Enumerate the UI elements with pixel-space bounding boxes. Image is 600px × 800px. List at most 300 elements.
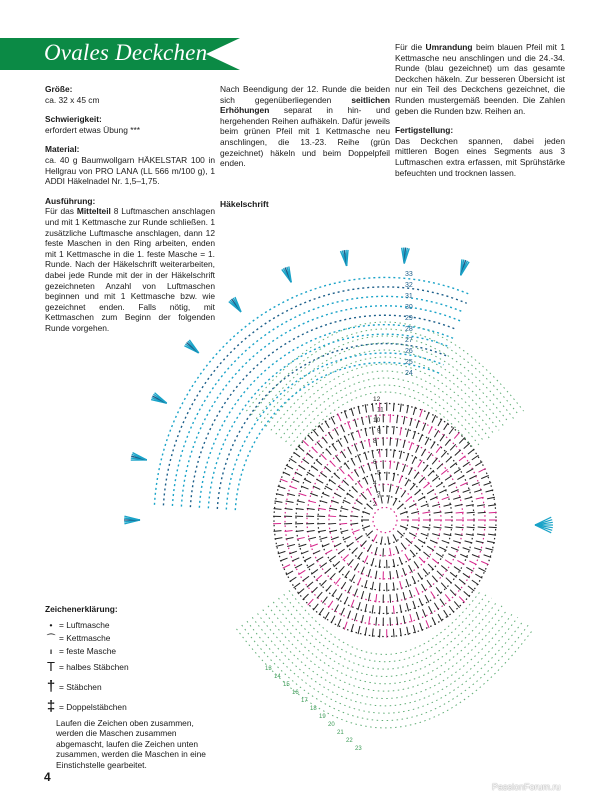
stitch-mark	[358, 430, 360, 438]
stitch-mark	[450, 463, 456, 468]
stitch-mark	[411, 527, 419, 529]
border-text-before: Für die	[395, 42, 426, 52]
stitch-mark	[442, 540, 450, 543]
stitch-mark	[331, 537, 339, 540]
page-title: Ovales Deckchen	[44, 40, 208, 65]
material-text: ca. 40 g Baumwollgarn HÄKELSTAR 100 in Hellgrau von PRO LANA (LL 566 m/100 g), 1 ADDI Häkelnadel Nr. 1,5–1,75.	[45, 154, 215, 187]
stitch-mark	[446, 457, 452, 463]
stitch-mark	[338, 486, 345, 491]
stitch-mark	[286, 571, 293, 575]
fan-stitch	[347, 250, 348, 266]
row-number: 14	[274, 674, 281, 680]
stitch-mark	[478, 568, 485, 572]
stitch-mark	[466, 469, 473, 473]
stitch-mark	[354, 589, 357, 597]
stitch-mark	[478, 468, 485, 472]
stitch-mark	[441, 469, 447, 474]
legend-item-treble	[45, 698, 220, 718]
stitch-mark	[358, 481, 363, 488]
stitch-mark	[478, 527, 486, 528]
stitch-mark	[425, 438, 429, 445]
stitch-mark	[453, 541, 461, 543]
green-row	[276, 364, 494, 434]
stitch-mark	[410, 614, 412, 622]
stitch-mark	[358, 552, 363, 559]
crochet-diagram	[140, 175, 560, 752]
stitch-mark	[294, 583, 301, 588]
stitch-mark	[367, 531, 373, 536]
stitch-mark	[399, 475, 402, 483]
stitch-mark	[298, 589, 304, 594]
stitch-mark	[432, 415, 436, 422]
execution-bold: Mittelteil	[76, 206, 111, 217]
round-number: 9	[377, 427, 381, 435]
stitch-mark	[280, 479, 287, 482]
stitch-mark	[364, 556, 368, 564]
stitch-mark	[356, 536, 363, 541]
stitch-mark	[307, 453, 313, 458]
stitch-mark	[390, 594, 391, 602]
stitch-mark	[343, 536, 350, 539]
round-number: 33	[405, 271, 413, 278]
size-heading: Größe:	[45, 84, 73, 94]
stitch-mark	[335, 605, 339, 612]
stitch-mark	[332, 444, 337, 451]
execution-text-before: Für das	[45, 206, 77, 217]
row-number: 20	[328, 722, 335, 728]
stitch-mark	[406, 429, 408, 437]
green-row	[237, 629, 534, 728]
instructions-column-2	[220, 84, 390, 178]
stitch-mark	[368, 463, 370, 471]
stitch-mark	[388, 537, 389, 545]
instructions-column-3	[395, 42, 565, 187]
green-row	[246, 322, 523, 411]
stitch-mark	[428, 564, 434, 570]
stitch-mark	[274, 509, 282, 510]
stitch-mark	[409, 590, 412, 598]
blue-round	[154, 277, 470, 504]
stitch-mark	[280, 558, 287, 561]
stitch-mark	[312, 447, 318, 453]
stitch-mark	[472, 580, 479, 585]
stitch-mark	[321, 580, 327, 586]
stitch-mark	[348, 474, 353, 480]
stitch-mark	[444, 504, 452, 506]
stitch-mark	[304, 479, 311, 483]
stitch-mark	[379, 583, 380, 591]
stitch-mark	[393, 535, 397, 542]
stitch-mark	[445, 527, 453, 528]
stitch-mark	[313, 604, 318, 610]
stitch-mark	[444, 423, 449, 430]
size-text: ca. 32 x 45 cm	[45, 94, 100, 105]
round-number: 24	[405, 370, 413, 377]
stitch-mark	[441, 565, 447, 570]
stitch-mark	[348, 586, 352, 593]
stitch-mark	[298, 446, 304, 451]
stitch-mark	[328, 432, 332, 439]
stitch-mark	[419, 598, 422, 606]
stitch-mark	[365, 627, 366, 635]
stitch-mark	[476, 541, 484, 543]
stitch-mark	[400, 404, 401, 412]
stitch-mark	[465, 541, 473, 543]
green-row	[256, 336, 514, 419]
stitch-mark	[334, 493, 341, 497]
watermark: PassionForum.ru	[492, 782, 561, 792]
stitch-mark	[352, 487, 358, 493]
stitch-mark	[307, 564, 314, 568]
stitch-mark	[468, 449, 474, 454]
stitch-mark	[486, 548, 494, 550]
stitch-mark	[451, 547, 458, 550]
finishing-section	[395, 125, 565, 178]
stitch-mark	[338, 439, 342, 446]
stitch-mark	[459, 456, 465, 461]
stitch-mark	[344, 597, 348, 604]
stitch-mark	[390, 437, 391, 445]
stitch-mark	[444, 610, 449, 617]
round-number: 8	[373, 438, 377, 445]
treble-crochet-icon: ‡	[46, 698, 56, 716]
stitch-mark	[297, 537, 305, 539]
legend-label: = Luftmasche	[59, 619, 110, 630]
blue-round	[235, 363, 440, 511]
stitch-mark	[428, 470, 434, 476]
stitch-mark	[274, 501, 282, 502]
border-bold: Umrandung	[425, 42, 473, 52]
stitch-mark	[442, 497, 450, 500]
stitch-mark	[329, 508, 337, 510]
stitch-mark	[421, 449, 425, 456]
legend-note: Laufen die Zeichen oben zusammen, werden die Maschen zusammen abgemascht, laufen die Zeichen unten zusammen, werden die Maschen in eine Einstichstelle gearbeitet.	[56, 717, 206, 770]
stitch-mark	[396, 546, 399, 554]
stitch-mark	[339, 566, 344, 572]
stitch-mark	[381, 495, 382, 503]
stitch-mark	[459, 438, 465, 444]
stitch-mark	[489, 512, 497, 513]
round-number: 7	[377, 448, 381, 456]
blue-round	[208, 334, 450, 508]
round-number: 29	[405, 315, 413, 322]
stitch-mark	[361, 441, 363, 449]
row-number: 19	[319, 714, 326, 720]
stitch-mark	[400, 427, 401, 435]
stitch-mark	[311, 466, 318, 471]
stitch-mark	[325, 466, 331, 471]
stitch-mark	[440, 434, 445, 441]
stitch-mark	[460, 554, 467, 557]
stitch-mark	[415, 490, 421, 495]
stitch-mark	[416, 587, 419, 595]
stitch-mark	[437, 571, 443, 577]
stitch-mark	[418, 496, 425, 500]
stitch-mark	[294, 452, 301, 457]
stitch-mark	[308, 537, 316, 539]
symbol-legend	[45, 604, 220, 771]
stitch-mark	[423, 569, 428, 575]
row-number: 21	[337, 730, 344, 736]
round-number: 28	[405, 326, 413, 333]
green-row	[295, 392, 474, 450]
stitch-mark	[298, 465, 305, 469]
stitch-mark	[426, 412, 429, 420]
stitch-mark	[325, 612, 329, 619]
stitch-mark	[426, 620, 429, 628]
stitch-mark	[463, 573, 470, 578]
stitch-mark	[322, 493, 329, 496]
stitch-mark	[316, 479, 323, 483]
stitch-mark	[414, 561, 419, 568]
stitch-mark	[403, 568, 406, 576]
stitch-mark	[438, 419, 442, 426]
stitch-mark	[278, 486, 286, 488]
stitch-mark	[427, 453, 432, 460]
stitch-mark	[343, 480, 349, 486]
stitch-mark	[449, 606, 454, 613]
stitch-mark	[369, 415, 370, 423]
stitch-mark	[335, 578, 340, 585]
stitch-mark	[446, 578, 452, 584]
stitch-mark	[344, 622, 347, 630]
stitch-mark	[335, 428, 339, 435]
stitch-mark	[351, 433, 354, 441]
side-raises-text-before: Nach Beendigung der 12. Runde die beiden sich gegenüberliegenden	[220, 84, 390, 105]
round-number: 5	[377, 469, 381, 477]
stitch-mark	[332, 589, 337, 596]
execution-heading: Ausführung:	[45, 195, 96, 206]
legend-label: = halbes Stäbchen	[59, 662, 129, 673]
stitch-mark	[348, 447, 352, 454]
stitch-mark	[481, 561, 488, 564]
stitch-mark	[420, 623, 423, 631]
stitch-mark	[302, 459, 309, 464]
stitch-mark	[409, 565, 413, 572]
round-number: 27	[405, 337, 413, 344]
stitch-mark	[352, 507, 360, 510]
green-row	[289, 590, 481, 654]
stitch-mark	[368, 545, 372, 552]
stitch-mark	[431, 591, 435, 598]
stitch-mark	[292, 558, 299, 561]
difficulty-section	[45, 114, 215, 135]
stitch-mark	[390, 484, 391, 492]
stitch-mark	[418, 573, 422, 580]
stitch-mark	[290, 577, 297, 581]
stitch-mark	[368, 569, 370, 577]
stitch-mark	[308, 501, 316, 503]
stitch-mark	[347, 542, 354, 547]
green-row	[263, 610, 508, 692]
stitch-mark	[368, 488, 372, 495]
stitch-mark	[436, 553, 443, 557]
stitch-mark	[372, 628, 373, 636]
stitch-mark	[434, 603, 438, 610]
stitch-mark	[372, 605, 373, 613]
stitch-mark	[440, 599, 445, 606]
size-section	[45, 84, 215, 105]
stitch-mark	[334, 543, 341, 547]
stitch-mark	[381, 537, 382, 545]
stitch-mark	[451, 490, 458, 493]
stitch-mark	[432, 476, 438, 481]
difficulty-text: erfordert etwas Übung ***	[45, 124, 140, 135]
side-raises-section	[220, 84, 390, 169]
stitch-mark	[416, 420, 419, 428]
stitch-mark	[340, 508, 348, 510]
stitch-mark	[405, 554, 409, 561]
stitch-mark	[406, 579, 409, 587]
stitch-mark	[348, 421, 351, 429]
stitch-mark	[397, 504, 403, 509]
stitch-mark	[423, 552, 429, 557]
stitch-mark	[290, 458, 297, 462]
stitch-mark	[295, 472, 302, 476]
stitch-mark	[372, 426, 373, 434]
stitch-mark	[328, 523, 336, 524]
stitch-mark	[361, 541, 366, 547]
stitch-mark	[361, 493, 366, 499]
legend-label: = Stäbchen	[59, 682, 102, 693]
stitch-mark	[409, 504, 416, 508]
stitch-mark	[362, 615, 364, 623]
stitch-mark	[421, 533, 429, 536]
stitch-mark	[474, 548, 482, 550]
stitch-mark	[316, 557, 323, 561]
stitch-mark	[421, 504, 429, 507]
stitch-mark	[423, 465, 428, 471]
stitch-mark	[317, 592, 322, 598]
stitch-mark	[464, 443, 470, 448]
row-number: 16	[292, 690, 299, 696]
stitch-mark	[456, 512, 464, 513]
stitch-mark	[376, 571, 377, 579]
stitch-mark	[304, 557, 311, 561]
stitch-mark	[354, 563, 358, 570]
stitch-mark	[406, 496, 412, 501]
stitch-mark	[372, 403, 373, 411]
stitch-mark	[310, 544, 318, 547]
stitch-mark	[328, 516, 336, 517]
stitch-mark	[432, 617, 436, 624]
stitch-mark	[463, 548, 471, 551]
stitch-mark	[464, 591, 470, 596]
stitch-mark	[341, 608, 344, 616]
green-row	[279, 598, 492, 669]
stitch-mark	[432, 576, 437, 582]
stitch-mark	[403, 440, 405, 448]
row-number: 17	[301, 698, 308, 704]
stitch-mark	[410, 550, 415, 556]
stitch-mark	[450, 590, 456, 596]
row-number: 18	[310, 706, 317, 712]
stitch-mark	[472, 455, 479, 460]
stitch-mark	[477, 505, 485, 506]
stitch-mark	[310, 493, 318, 496]
stitch-mark	[338, 619, 341, 627]
legend-label: = Kettmasche	[59, 632, 111, 643]
stitch-mark	[436, 483, 443, 487]
legend-label: = Doppelstäbchen	[59, 702, 127, 713]
stitch-mark	[455, 450, 461, 456]
stitch-mark	[403, 616, 405, 624]
stitch-mark	[423, 483, 429, 488]
stitch-mark	[441, 583, 446, 589]
stitch-mark	[330, 461, 336, 467]
stitch-mark	[354, 613, 356, 621]
stitch-mark	[474, 490, 482, 492]
stitch-mark	[414, 472, 419, 479]
stitch-mark	[412, 576, 416, 583]
stitch-mark	[453, 497, 461, 499]
stitch-mark	[320, 537, 328, 539]
stitch-mark	[475, 462, 482, 466]
stitch-mark	[456, 527, 464, 528]
stitch-mark	[319, 425, 324, 432]
stitch-mark	[425, 595, 429, 602]
stitch-mark	[322, 597, 327, 604]
stitch-mark	[416, 445, 419, 453]
stitch-mark	[445, 560, 452, 564]
green-row	[251, 329, 518, 415]
stitch-mark	[487, 497, 495, 499]
stitch-mark	[459, 597, 465, 603]
stitch-mark	[292, 479, 299, 482]
green-row	[258, 614, 513, 699]
stitch-mark	[286, 465, 293, 469]
stitch-mark	[276, 545, 284, 547]
stitch-mark	[312, 587, 318, 593]
stitch-mark	[283, 472, 290, 475]
diagram-label: Häkelschrift	[220, 199, 269, 209]
stitch-mark	[325, 550, 332, 554]
stitch-mark	[405, 479, 409, 486]
stitch-mark	[361, 591, 363, 599]
stitch-mark	[406, 453, 409, 461]
stitch-mark	[297, 501, 305, 503]
stitch-mark	[299, 544, 307, 546]
stitch-mark	[489, 527, 497, 528]
stitch-mark	[316, 460, 322, 465]
stitch-mark	[463, 462, 470, 467]
stitch-mark	[432, 458, 437, 464]
stitch-mark	[334, 473, 340, 479]
stitch-mark	[460, 483, 467, 486]
legend-item-slip	[45, 632, 220, 645]
stitch-mark	[308, 435, 314, 441]
difficulty-heading: Schwierigkeit:	[45, 114, 102, 125]
stitch-mark	[423, 609, 426, 617]
stitch-mark	[400, 526, 408, 529]
stitch-mark	[372, 582, 374, 590]
stitch-mark	[469, 475, 476, 479]
stitch-mark	[399, 557, 402, 565]
finishing-text: Das Deckchen spannen, dabei jeden mittleren Bogen eines Segments aus 3 Luftmaschen extra erfassen, mit Sprühstärke befeuchten und trocknen lassen.	[395, 135, 565, 178]
green-row	[281, 371, 490, 438]
stitch-mark	[326, 585, 331, 591]
stitch-mark	[352, 548, 358, 554]
stitch-mark	[419, 557, 425, 563]
stitch-mark	[308, 599, 314, 605]
stitch-mark	[295, 564, 302, 568]
stitch-mark	[472, 483, 479, 486]
row-number: 13	[265, 666, 272, 672]
round-number: 25	[405, 359, 413, 366]
stitch-mark	[348, 559, 353, 565]
stitch-mark	[354, 470, 358, 477]
stitch-mark	[326, 449, 331, 455]
